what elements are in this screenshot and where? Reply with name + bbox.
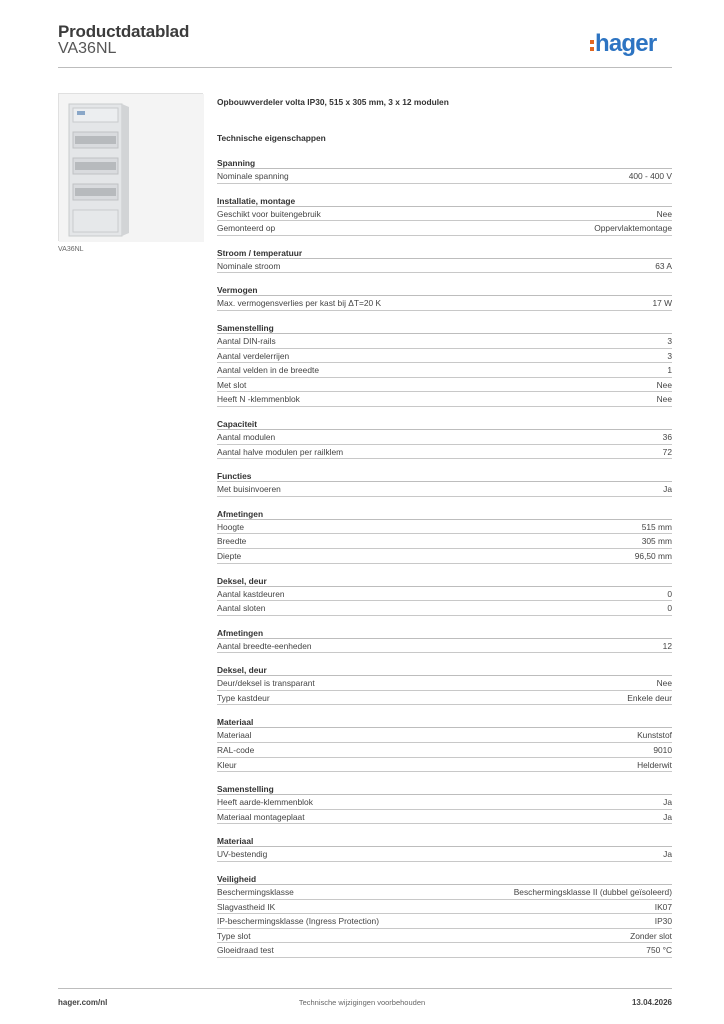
footer-website: hager.com/nl bbox=[58, 998, 108, 1007]
spec-value: 17 W bbox=[652, 298, 672, 309]
spec-row bbox=[217, 885, 672, 900]
spec-section bbox=[217, 194, 672, 236]
spec-row bbox=[217, 169, 672, 184]
spec-value: 0 bbox=[667, 588, 672, 599]
spec-sections bbox=[217, 156, 672, 958]
spec-value: 63 A bbox=[655, 260, 672, 271]
spec-value: Enkele deur bbox=[627, 692, 672, 703]
spec-section bbox=[217, 834, 672, 862]
spec-row bbox=[217, 810, 672, 825]
product-description: Opbouwverdeler volta IP30, 515 x 305 mm, 3 x 12 modulen bbox=[217, 97, 449, 107]
spec-section bbox=[217, 469, 672, 497]
spec-value: Zonder slot bbox=[630, 930, 672, 941]
spec-label: Type slot bbox=[217, 930, 251, 941]
footer-date: 13.04.2026 bbox=[631, 998, 672, 1007]
spec-row bbox=[217, 929, 672, 944]
section-title: Installatie, montage bbox=[217, 194, 672, 207]
spec-content bbox=[217, 96, 672, 958]
section-title: Deksel, deur bbox=[217, 663, 672, 676]
spec-row bbox=[217, 691, 672, 706]
spec-value: 0 bbox=[667, 603, 672, 614]
section-title: Afmetingen bbox=[217, 626, 672, 639]
spec-row bbox=[217, 207, 672, 222]
section-title: Vermogen bbox=[217, 283, 672, 296]
logo-text: hager bbox=[595, 30, 657, 57]
hager-logo bbox=[590, 27, 656, 61]
spec-value: Nee bbox=[656, 394, 672, 405]
spec-row bbox=[217, 378, 672, 393]
spec-row bbox=[217, 482, 672, 497]
spec-label: Heeft aarde-klemmenblok bbox=[217, 797, 313, 808]
spec-value: 96,50 mm bbox=[634, 550, 672, 561]
spec-label: Gemonteerd op bbox=[217, 223, 276, 234]
spec-label: Nominale stroom bbox=[217, 260, 281, 271]
spec-label: RAL-code bbox=[217, 745, 255, 756]
spec-label: Met buisinvoeren bbox=[217, 484, 281, 495]
spec-value: Oppervlaktemontage bbox=[594, 223, 672, 234]
spec-label: Aantal sloten bbox=[217, 603, 266, 614]
spec-section bbox=[217, 663, 672, 705]
spec-value: IP30 bbox=[654, 916, 672, 927]
section-title: Functies bbox=[217, 469, 672, 482]
spec-row bbox=[217, 534, 672, 549]
spec-row bbox=[217, 847, 672, 862]
spec-value: IK07 bbox=[654, 901, 672, 912]
spec-label: Aantal breedte-eenheden bbox=[217, 640, 312, 651]
spec-label: Aantal verdelerrijen bbox=[217, 350, 290, 361]
spec-row bbox=[217, 758, 672, 773]
spec-value: 12 bbox=[662, 640, 672, 651]
spec-value: Ja bbox=[663, 797, 672, 808]
spec-value: Ja bbox=[663, 849, 672, 860]
spec-label: UV-bestendig bbox=[217, 849, 268, 860]
spec-value: Nee bbox=[656, 678, 672, 689]
spec-section bbox=[217, 417, 672, 459]
logo-dots-icon bbox=[590, 40, 594, 51]
section-title: Materiaal bbox=[217, 715, 672, 728]
spec-label: Heeft N -klemmenblok bbox=[217, 394, 300, 405]
section-title: Deksel, deur bbox=[217, 574, 672, 587]
section-title: Afmetingen bbox=[217, 507, 672, 520]
spec-label: Aantal kastdeuren bbox=[217, 588, 285, 599]
spec-row bbox=[217, 743, 672, 758]
product-code: VA36NL bbox=[58, 40, 117, 57]
spec-section bbox=[217, 626, 672, 654]
spec-row bbox=[217, 221, 672, 236]
spec-label: IP-beschermingsklasse (Ingress Protection) bbox=[217, 916, 379, 927]
spec-label: Beschermingsklasse bbox=[217, 887, 294, 898]
spec-value: 36 bbox=[662, 431, 672, 442]
spec-value: 9010 bbox=[653, 745, 672, 756]
spec-row bbox=[217, 795, 672, 810]
spec-label: Met slot bbox=[217, 379, 247, 390]
spec-value: 305 mm bbox=[641, 536, 672, 547]
technical-properties-heading: Technische eigenschappen bbox=[217, 133, 326, 143]
spec-label: Materiaal montageplaat bbox=[217, 811, 305, 822]
spec-section bbox=[217, 283, 672, 311]
product-image bbox=[58, 93, 203, 241]
section-title: Samenstelling bbox=[217, 782, 672, 795]
spec-row bbox=[217, 334, 672, 349]
section-title: Stroom / temperatuur bbox=[217, 246, 672, 259]
spec-row bbox=[217, 520, 672, 535]
spec-label: Deur/deksel is transparant bbox=[217, 678, 315, 689]
spec-value: Beschermingsklasse II (dubbel geïsoleerd) bbox=[513, 887, 672, 898]
spec-section bbox=[217, 321, 672, 407]
spec-section bbox=[217, 574, 672, 616]
spec-section bbox=[217, 156, 672, 184]
spec-value: Ja bbox=[663, 811, 672, 822]
section-title: Capaciteit bbox=[217, 417, 672, 430]
footer-divider bbox=[58, 988, 672, 989]
spec-row bbox=[217, 900, 672, 915]
spec-value: 400 - 400 V bbox=[628, 171, 672, 181]
spec-section bbox=[217, 507, 672, 564]
page-title: Productdatablad bbox=[58, 22, 190, 41]
spec-value: 3 bbox=[667, 335, 672, 346]
spec-row bbox=[217, 430, 672, 445]
spec-value: Nee bbox=[656, 208, 672, 219]
spec-label: Materiaal bbox=[217, 730, 252, 741]
spec-row bbox=[217, 445, 672, 460]
product-image-caption: VA36NL bbox=[58, 246, 84, 253]
spec-row bbox=[217, 363, 672, 378]
spec-label: Hoogte bbox=[217, 521, 245, 532]
section-title: Spanning bbox=[217, 156, 672, 169]
spec-row bbox=[217, 259, 672, 274]
spec-label: Geschikt voor buitengebruik bbox=[217, 208, 321, 219]
spec-section bbox=[217, 782, 672, 824]
header-divider bbox=[58, 67, 672, 68]
spec-label: Slagvastheid IK bbox=[217, 901, 276, 912]
spec-row bbox=[217, 914, 672, 929]
spec-label: Type kastdeur bbox=[217, 692, 270, 703]
spec-value: 3 bbox=[667, 350, 672, 361]
spec-label: Gloeidraad test bbox=[217, 945, 274, 956]
spec-row bbox=[217, 943, 672, 958]
spec-row bbox=[217, 639, 672, 654]
spec-value: Ja bbox=[663, 484, 672, 495]
spec-label: Aantal modulen bbox=[217, 431, 276, 442]
spec-section bbox=[217, 872, 672, 958]
spec-value: 72 bbox=[662, 446, 672, 457]
spec-label: Diepte bbox=[217, 550, 242, 561]
section-title: Veiligheid bbox=[217, 872, 672, 885]
spec-row bbox=[217, 549, 672, 564]
spec-value: Nee bbox=[656, 379, 672, 390]
spec-row bbox=[217, 349, 672, 364]
spec-row bbox=[217, 587, 672, 602]
spec-row bbox=[217, 601, 672, 616]
spec-label: Kleur bbox=[217, 759, 237, 770]
spec-label: Aantal velden in de breedte bbox=[217, 365, 319, 376]
spec-row bbox=[217, 676, 672, 691]
spec-row bbox=[217, 392, 672, 407]
spec-value: 750 °C bbox=[646, 945, 672, 956]
footer-note: Technische wijzigingen voorbehouden bbox=[298, 998, 426, 1007]
spec-value: 515 mm bbox=[641, 521, 672, 532]
spec-section bbox=[217, 246, 672, 274]
spec-row bbox=[217, 728, 672, 743]
spec-value: Kunststof bbox=[637, 730, 672, 741]
spec-label: Nominale spanning bbox=[217, 171, 289, 181]
spec-value: 1 bbox=[667, 365, 672, 376]
spec-label: Max. vermogensverlies per kast bij ΔT=20 K bbox=[217, 298, 382, 309]
spec-label: Breedte bbox=[217, 536, 247, 547]
enclosure-illustration-icon bbox=[59, 94, 204, 242]
spec-label: Aantal halve modulen per railklem bbox=[217, 446, 344, 457]
spec-section bbox=[217, 715, 672, 772]
spec-value: Helderwit bbox=[637, 759, 672, 770]
spec-label: Aantal DIN-rails bbox=[217, 335, 276, 346]
section-title: Samenstelling bbox=[217, 321, 672, 334]
spec-row bbox=[217, 296, 672, 311]
section-title: Materiaal bbox=[217, 834, 672, 847]
